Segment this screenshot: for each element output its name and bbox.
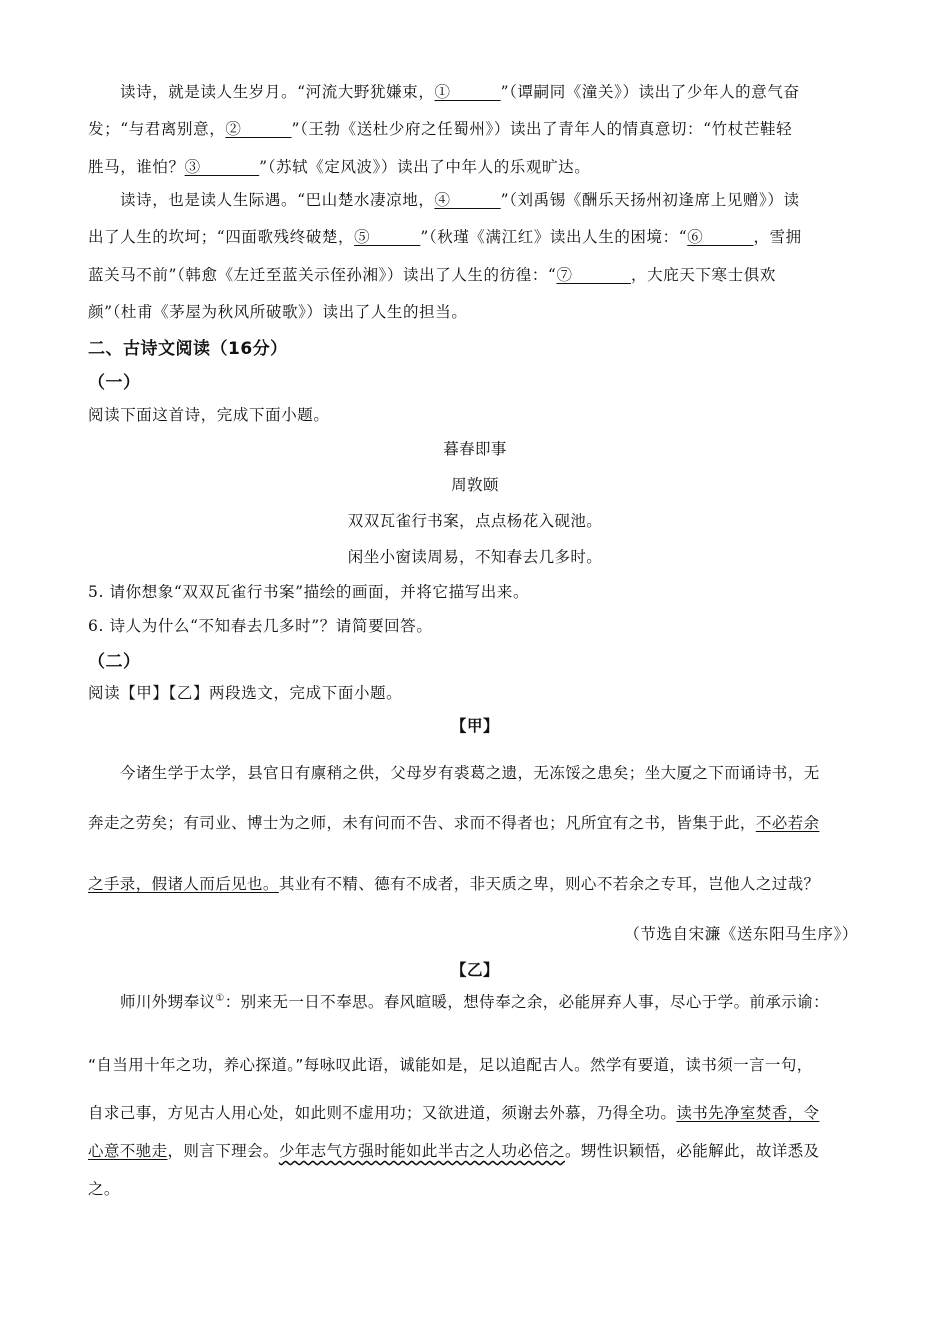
passage-jia-line-2: 奔走之劳矣；有司业、博士为之师，未有问而不告、求而不得者也；凡所宜有之书，皆集于此，不必若余 [88,814,820,832]
blank-5: ⑤______ [354,228,421,246]
question-5: 5. 请你想象“双双瓦雀行书案”描绘的画面，并将它描写出来。 [88,583,530,601]
blank-4: ④______ [434,191,501,209]
blank-7: ⑦_______ [556,266,632,284]
fill-paragraph-1-line-1: 读诗，就是读人生岁月。“河流大野犹嫌束，①______”（谭嗣同《潼关》）读出了少年人的意气奋 [120,83,800,101]
fill-paragraph-2-line-2: 出了人生的坎坷；“四面歌残终破楚，⑤______”（秋瑾《满江红》读出人生的困境：“⑥______，雪拥 [88,228,802,246]
passage-yi-line-1: 师川外甥奉议①：别来无一日不奉思。春风暄暖，想侍奉之余，必能屏弃人事，尽心于学。前承示谕： [120,992,829,1011]
section-2-heading: 二、古诗文阅读（16分） [88,339,288,359]
fill-paragraph-2-line-3: 蓝关马不前”（韩愈《左迁至蓝关示侄孙湘》）读出了人生的彷徨：“⑦_______，大庇天下寒士俱欢 [88,266,776,284]
underlined-sentence-jia: 不必若余 [755,814,820,832]
fill-paragraph-1-line-2: 发；“与君离别意，②______”（王勃《送杜少府之任蜀州》）读出了青年人的情真意切：“竹杖芒鞋轻 [88,120,793,138]
passage-yi-label: 【乙】 [450,960,500,979]
part-1-label: （一） [88,373,141,393]
passage-yi-line-3: 自求己事，方见古人用心处，如此则不虚用功；又欲进道，须谢去外慕，乃得全功。读书先净室焚香，令 [88,1104,820,1122]
passage-jia-label: 【甲】 [450,716,500,735]
fill-paragraph-2-line-1: 读诗，也是读人生际遇。“巴山楚水凄凉地，④______”（刘禹锡《酬乐天扬州初逢席上见赠》）读 [120,191,800,209]
blank-2: ②______ [225,120,292,138]
passage-jia-source: （节选自宋濂《送东阳马生序》） [624,925,858,943]
wavy-underlined-sentence-yi: 少年志气方强时能如此半古之人功必倍之 [278,1142,566,1160]
poem-line-2: 闲坐小窗读周易，不知春去几多时。 [347,548,603,566]
poem-author: 周敦颐 [451,476,499,494]
fill-paragraph-2-line-4: 颜”（杜甫《茅屋为秋风所破歌》）读出了人生的担当。 [88,303,468,321]
passage-jia-line-1: 今诸生学于太学，县官日有廪稍之供，父母岁有裘葛之遗，无冻馁之患矣；坐大厦之下而诵诗书，无 [120,764,820,782]
passage-yi-line-5: 之。 [88,1180,120,1198]
blank-3: ③_______ [184,158,260,176]
passage-yi-line-2: “自当用十年之功，养心探道。”每咏叹此语，诚能如是，足以追配古人。然学有要道，读书须一言一句， [88,1056,813,1074]
question-6: 6. 诗人为什么“不知春去几多时”？请简要回答。 [88,617,433,635]
blank-1: ①______ [434,83,501,101]
passage-jia-line-3: 之手录，假诸人而后见也。其业有不精、德有不成者，非天质之卑，则心不若余之专耳，岂他人之过哉？ [88,875,820,893]
part-1-intro: 阅读下面这首诗，完成下面小题。 [88,406,330,424]
poem-title: 暮春即事 [443,440,507,458]
underlined-sentence-jia-cont: 之手录，假诸人而后见也。 [88,875,279,893]
underlined-sentence-yi: 读书先净室焚香，令 [676,1104,820,1122]
part-2-intro: 阅读【甲】【乙】两段选文，完成下面小题。 [88,684,403,702]
underlined-sentence-yi-cont: 心意不驰走 [88,1142,168,1160]
fill-paragraph-1-line-3: 胜马，谁怕？③_______”（苏轼《定风波》）读出了中年人的乐观旷达。 [88,158,591,176]
footnote-marker: ① [215,992,225,1004]
passage-yi-line-4: 心意不驰走，则言下理会。少年志气方强时能如此半古之人功必倍之。甥性识颖悟，必能解此，故详悉及 [88,1142,820,1160]
part-2-label: （二） [88,652,141,672]
blank-6: ⑥______ [687,228,754,246]
poem-line-1: 双双瓦雀行书案，点点杨花入砚池。 [347,512,603,530]
